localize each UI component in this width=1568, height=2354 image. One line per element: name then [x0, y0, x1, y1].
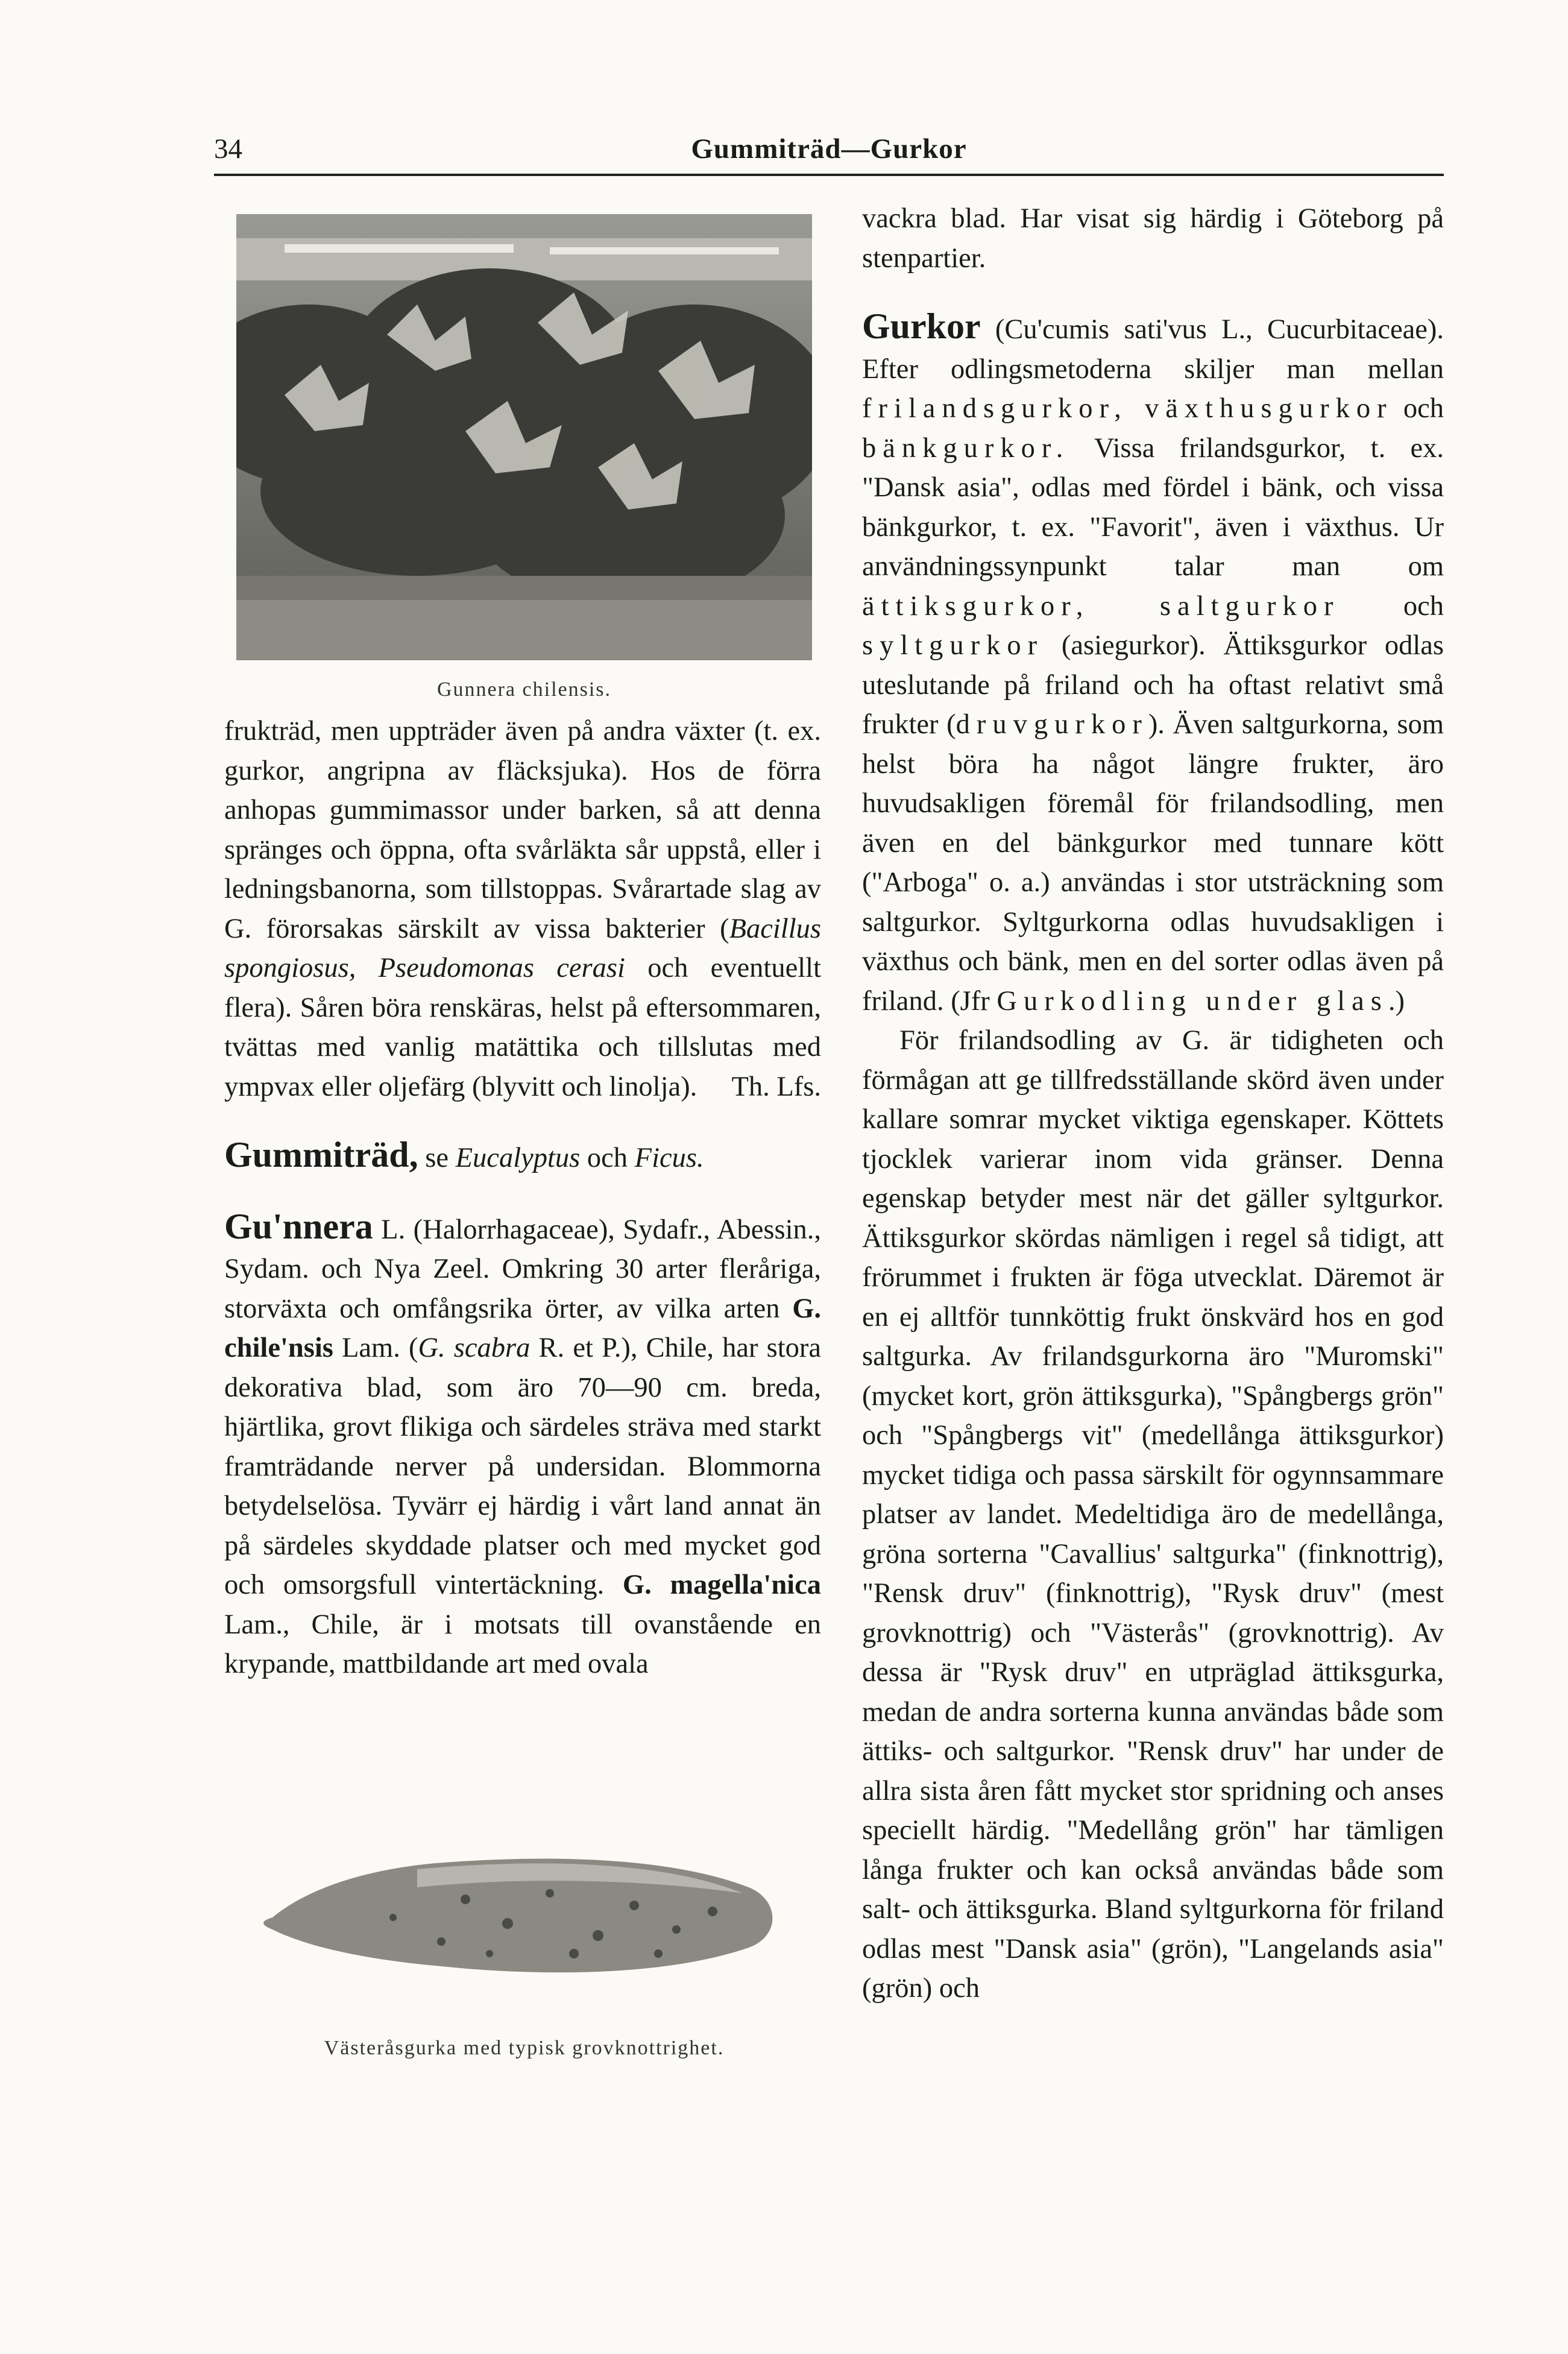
paragraph-fruit-trees: frukträd, men uppträder även på andra växter (t. ex. gurkor, angripna av fläcksjuka). Hos de förra anhopas gummimassor under barken, så att denna spränges och öppna, ofta svårläkta sår uppstå, eller i ledningsbanorna, som tillstoppas. Svårartade slag av G. förorsakas särskilt av vissa bakterier (Bacillus spongiosus, Pseudomonas cerasi och eventuellt flera). Såren böra renskäras, helst på eftersommaren, tvättas med vanlig matättika och tillslutas med ympvax eller oljefärg (blyvitt och linolja). Th. Lfs.	[224, 712, 821, 1106]
entry-headword: Gurkor	[862, 306, 981, 346]
entry-gummitrad: Gummiträd, se Eucalyptus och Ficus.	[224, 1135, 704, 1175]
entry-gunnera: Gu'nnera L. (Halorrhagaceae), Sydafr., Abessin., Sydam. och Nya Zeel. Omkring 30 arter fleråriga, storväxta och omfångsrika örter, av vilka arten G. chile'nsis Lam. (G. scabra R. et P.), Chile, har stora dekorativa blad, som äro 70—90 cm. breda, hjärtlika, grovt flikiga och särdeles sträva med starkt framträdande nerver på undersidan. Blommorna betydelselösa. Tyvärr ej härdig i vårt land annat än på särdeles skyddade platser och med mycket god och omsorgsfull vintertäckning. G. magella'nica Lam., Chile, är i motsats till ovanstående en krypande, mattbildande art med ovala	[224, 1206, 821, 1679]
author-signature: Th. Lfs.	[731, 1071, 821, 1102]
running-header	[214, 127, 1444, 176]
entry-gurkor: Gurkor (Cu'cumis sati'vus L., Cucurbitaceae). Efter odlingsmetoderna skiljer man mellan frilandsgurkor, växthusgurkor och bänkgurkor. Vissa frilandsgurkor, t. ex. "Dansk asia", odlas med fördel i bänk, och vissa bänkgurkor, t. ex. "Favorit", även i växthus. Ur användningssynpunkt talar man om ättiksgurkor, saltgurkor och syltgurkor (asiegurkor). Ättiksgurkor odlas uteslutande på friland och ha oftast relativt små frukter (druvgurkor). Även saltgurkorna, som helst böra ha något längre frukter, äro huvudsakligen föremål för frilandsodling, men även en del bänkgurkor med tunnare kött ("Arboga" o. a.) användas i stor utsträckning som saltgurkor. Syltgurkorna odlas huvudsakligen i växthus och bänk, men en del sorter odlas även på friland. (Jfr Gurkodling under glas.)	[862, 306, 1444, 1017]
paragraph-frilandsodling: För frilandsodling av G. är tidigheten och förmågan att ge tillfredsställande skörd även under kallare somrar mycket viktiga egenskaper. Köttets tjocklek varierar inom vida gränser. Denna egenskap betyder mest när det gäller syltgurkor. Ättiksgurkor skördas nämligen i regel så tidigt, att frörummet i frukten är föga utvecklat. Däremot är en ej alltför tunnköttig frukt önskvärd hos en god saltgurka. Av frilandsgurkorna äro "Muromski" (mycket kort, grön ättiksgurka), "Spångbergs grön" och "Spångbergs vit" (medellånga ättiksgurkor) mycket tidiga och passa särskilt för ogynnsammare platser av landet. Medeltidiga äro de medellånga, gröna sorterna "Cavallius' saltgurka" (finknottrig), "Rensk druv" (finknottrig), "Rysk druv" (mest grovknottrig) och "Västerås" (grovknottrig). Av dessa är "Rysk druv" en utpräglad ättiksgurka, medan de andra sorterna kunna användas både som ättiks- och saltgurkor. "Rensk druv" har under de allra sista åren fått mycket stor spridning och anses speciellt härdig. "Medellång grön" har tämligen långa frukter och kan också användas både som salt- och ättiksgurka. Bland syltgurkorna för friland odlas mest "Dansk asia" (grön), "Langelands asia" (grön) och	[862, 1025, 1444, 2004]
cucumber-illustration	[236, 1797, 812, 2014]
running-title: Gummiträd—Gurkor	[691, 133, 967, 165]
gunnera-photo-illustration	[236, 214, 812, 660]
gunnera-caption: Gunnera chilensis.	[436, 678, 612, 701]
left-column	[224, 712, 821, 1684]
gunnera-photo	[236, 214, 812, 660]
right-column	[862, 199, 1444, 2008]
entry-headword: Gu'nnera	[224, 1206, 373, 1246]
cucumber-photo	[236, 1797, 812, 2014]
paragraph-continuation: vackra blad. Har visat sig härdig i Göteborg på stenpartier.	[862, 203, 1444, 274]
entry-headword: Gummiträd,	[224, 1135, 418, 1175]
cucumber-caption: Västeråsgurka med typisk grovknottrighet.	[324, 2037, 725, 2059]
page-number: 34	[214, 133, 242, 165]
